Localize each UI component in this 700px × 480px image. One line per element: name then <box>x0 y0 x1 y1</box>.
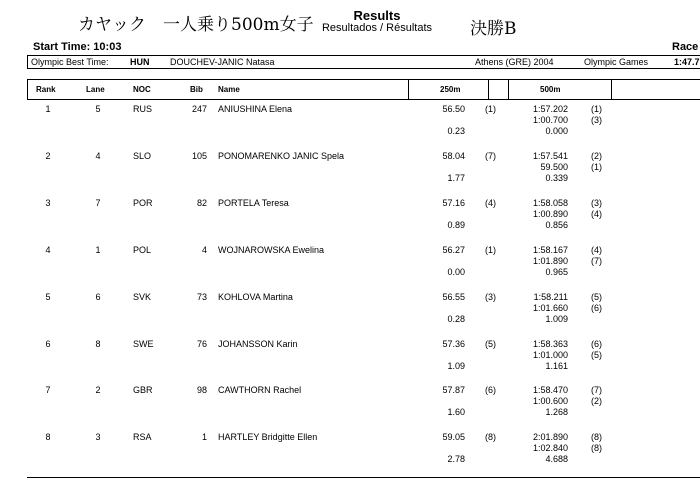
place-500m-cell: (6) <box>591 338 602 349</box>
divider <box>488 79 489 99</box>
diff-250m-cell: 0.89 <box>447 219 465 230</box>
diff-500m-cell: 1.161 <box>545 360 568 371</box>
place-500m-cell: (5) <box>591 291 602 302</box>
column-header-bib: Bib <box>190 85 203 94</box>
divider <box>27 477 700 478</box>
diff-500m-cell: 0.339 <box>545 172 568 183</box>
time-500m-cell: 1:58.167 <box>532 244 568 255</box>
place-250m-cell: (1) <box>485 244 496 255</box>
olympic-best-label: Olympic Best Time: <box>31 57 109 67</box>
athlete-name-cell: JOHANSSON Karin <box>218 338 298 349</box>
diff-250m-cell: 1.09 <box>447 360 465 371</box>
segment-place-cell: (6) <box>591 302 602 313</box>
diff-250m-cell: 0.28 <box>447 313 465 324</box>
rank-cell: 3 <box>45 197 51 208</box>
page-title: Results <box>353 8 401 23</box>
time-500m-cell: 2:01.890 <box>532 432 568 443</box>
lane-cell: 6 <box>95 291 101 302</box>
divider <box>27 68 700 69</box>
olympic-best-time: 1:47.7 <box>674 57 700 67</box>
rank-cell: 5 <box>45 291 51 302</box>
segment-place-cell: (3) <box>591 115 602 125</box>
column-header-rank: Rank <box>36 85 56 94</box>
table-header-top-border <box>27 79 700 80</box>
place-250m-cell: (7) <box>485 150 496 161</box>
rank-cell: 4 <box>45 244 51 255</box>
segment-time-cell: 59.500 <box>540 161 568 172</box>
lane-cell: 1 <box>95 244 101 255</box>
time-500m-cell: 1:57.202 <box>532 104 568 114</box>
diff-250m-cell: 0.00 <box>447 266 465 277</box>
athlete-name-cell: PORTELA Teresa <box>218 197 289 208</box>
segment-place-cell: (5) <box>591 349 602 360</box>
noc-cell: SVK <box>133 291 152 302</box>
segment-time-cell: 1:01.000 <box>532 349 568 360</box>
bib-cell: 98 <box>196 385 207 396</box>
rank-cell: 1 <box>45 104 51 114</box>
place-250m-cell: (8) <box>485 432 496 443</box>
rank-cell: 2 <box>45 150 51 161</box>
place-250m-cell: (4) <box>485 197 496 208</box>
segment-time-cell: 1:01.660 <box>532 302 568 313</box>
diff-250m-cell: 1.77 <box>447 172 465 183</box>
divider <box>408 79 409 99</box>
noc-cell: RSA <box>133 432 152 443</box>
bib-cell: 4 <box>201 244 207 255</box>
time-500m-cell: 1:58.470 <box>532 385 568 396</box>
noc-cell: POR <box>133 197 153 208</box>
place-250m-cell: (6) <box>485 385 496 396</box>
time-250m-cell: 58.04 <box>442 150 465 161</box>
divider <box>27 55 700 56</box>
noc-cell: SWE <box>133 338 154 349</box>
time-250m-cell: 56.27 <box>442 244 465 255</box>
time-250m-cell: 57.36 <box>442 338 465 349</box>
segment-place-cell: (2) <box>591 396 602 407</box>
lane-cell: 5 <box>95 104 101 114</box>
page-subtitle: Resultados / Résultats <box>321 22 433 34</box>
olympic-best-noc: HUN <box>130 57 150 67</box>
diff-500m-cell: 1.009 <box>545 313 568 324</box>
column-header-250m: 250m <box>440 85 461 94</box>
noc-cell: GBR <box>133 385 153 396</box>
column-header-lane: Lane <box>86 85 105 94</box>
column-header-name: Name <box>218 85 240 94</box>
diff-500m-cell: 1.268 <box>545 407 568 418</box>
diff-500m-cell: 0.000 <box>545 126 568 136</box>
segment-place-cell: (1) <box>591 161 602 172</box>
divider <box>508 79 509 99</box>
rank-cell: 6 <box>45 338 51 349</box>
time-250m-cell: 57.16 <box>442 197 465 208</box>
lane-cell: 7 <box>95 197 101 208</box>
place-500m-cell: (1) <box>591 104 602 114</box>
time-500m-cell: 1:58.058 <box>532 197 568 208</box>
bib-cell: 1 <box>201 432 207 443</box>
segment-place-cell: (4) <box>591 208 602 219</box>
column-header-noc: NOC <box>133 85 151 94</box>
table-header-bottom-border <box>27 99 700 100</box>
olympic-best-event: Olympic Games <box>584 57 649 67</box>
lane-cell: 2 <box>95 385 101 396</box>
diff-250m-cell: 0.23 <box>447 126 465 136</box>
bib-cell: 105 <box>191 150 207 161</box>
segment-time-cell: 1:02.840 <box>532 443 568 454</box>
olympic-best-place: Athens (GRE) 2004 <box>475 57 554 67</box>
place-250m-cell: (1) <box>485 104 496 114</box>
place-500m-cell: (7) <box>591 385 602 396</box>
place-500m-cell: (8) <box>591 432 602 443</box>
place-500m-cell: (3) <box>591 197 602 208</box>
diff-500m-cell: 0.965 <box>545 266 568 277</box>
segment-place-cell: (8) <box>591 443 602 454</box>
rank-cell: 8 <box>45 432 51 443</box>
segment-time-cell: 1:00.700 <box>532 115 568 125</box>
divider <box>27 55 28 68</box>
handwritten-event-note: カヤック 一人乗り500m女子 <box>78 15 314 35</box>
athlete-name-cell: WOJNAROWSKA Ewelina <box>218 244 325 255</box>
olympic-best-name: DOUCHEV-JANIC Natasa <box>170 57 275 67</box>
segment-time-cell: 1:00.600 <box>532 396 568 407</box>
bib-cell: 247 <box>191 104 207 114</box>
place-500m-cell: (2) <box>591 150 602 161</box>
noc-cell: RUS <box>133 104 153 114</box>
time-250m-cell: 57.87 <box>442 385 465 396</box>
segment-time-cell: 1:00.890 <box>532 208 568 219</box>
place-250m-cell: (3) <box>485 291 496 302</box>
athlete-name-cell: PONOMARENKO JANIC Spela <box>218 150 345 161</box>
lane-cell: 8 <box>95 338 101 349</box>
lane-cell: 4 <box>95 150 101 161</box>
time-500m-cell: 1:58.363 <box>532 338 568 349</box>
diff-250m-cell: 1.60 <box>447 407 465 418</box>
bib-cell: 73 <box>196 291 207 302</box>
divider <box>611 79 612 99</box>
segment-place-cell: (7) <box>591 255 602 266</box>
athlete-name-cell: ANIUSHINA Elena <box>218 104 293 114</box>
time-500m-cell: 1:57.541 <box>532 150 568 161</box>
bib-cell: 76 <box>196 338 207 349</box>
column-header-500m: 500m <box>540 85 561 94</box>
handwritten-final-note: 決勝B <box>470 19 517 39</box>
segment-time-cell: 1:01.890 <box>532 255 568 266</box>
diff-250m-cell: 2.78 <box>447 454 465 465</box>
athlete-name-cell: KOHLOVA Martina <box>218 291 293 302</box>
start-time: Start Time: 10:03 <box>33 41 122 53</box>
place-500m-cell: (4) <box>591 244 602 255</box>
athlete-name-cell: CAWTHORN Rachel <box>218 385 302 396</box>
time-250m-cell: 56.55 <box>442 291 465 302</box>
divider <box>27 79 28 99</box>
lane-cell: 3 <box>95 432 101 443</box>
diff-500m-cell: 0.856 <box>545 219 568 230</box>
place-250m-cell: (5) <box>485 338 496 349</box>
race-label: Race <box>672 41 699 53</box>
time-250m-cell: 59.05 <box>442 432 465 443</box>
rank-cell: 7 <box>45 385 51 396</box>
diff-500m-cell: 4.688 <box>545 454 568 465</box>
noc-cell: SLO <box>133 150 152 161</box>
time-500m-cell: 1:58.211 <box>533 291 568 302</box>
bib-cell: 82 <box>196 197 207 208</box>
time-250m-cell: 56.50 <box>442 104 465 114</box>
noc-cell: POL <box>133 244 152 255</box>
athlete-name-cell: HARTLEY Bridgitte Ellen <box>218 432 318 443</box>
